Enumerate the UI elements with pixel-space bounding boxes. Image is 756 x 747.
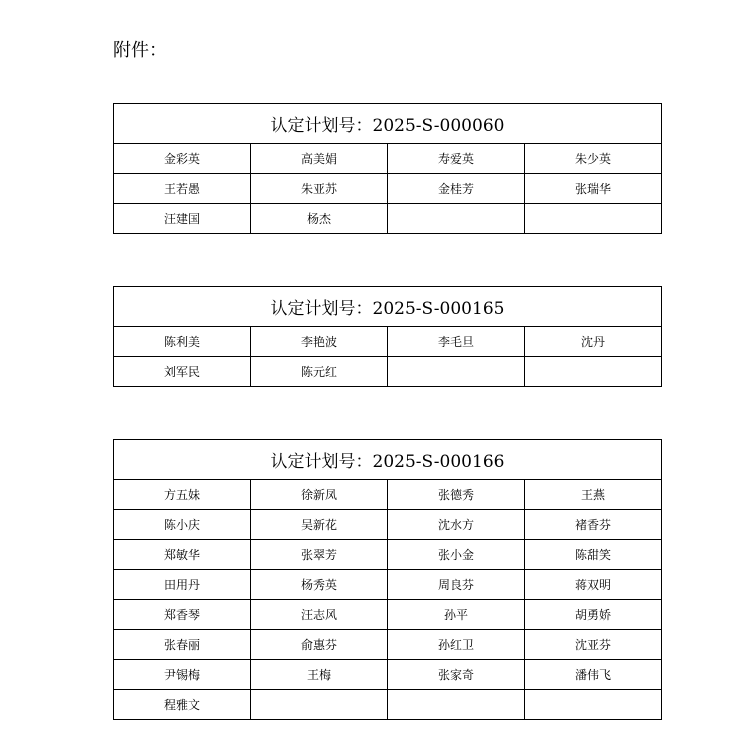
name-cell: 陈元红 (251, 357, 388, 387)
table-row (114, 600, 662, 630)
name-cell: 方五妹 (114, 480, 251, 510)
name-cell: 俞惠芬 (251, 630, 388, 660)
name-cell: 张小金 (388, 540, 525, 570)
name-cell: 孙平 (388, 600, 525, 630)
name-cell: 朱少英 (525, 144, 662, 174)
plan-title: 认定计划号：2025-S-000060 (114, 104, 662, 144)
name-cell: 沈亚芬 (525, 630, 662, 660)
name-cell: 朱亚苏 (251, 174, 388, 204)
name-cell: 刘军民 (114, 357, 251, 387)
name-cell: 蒋双明 (525, 570, 662, 600)
name-cell: 张翠芳 (251, 540, 388, 570)
table-row (114, 357, 662, 387)
name-cell: 汪志风 (251, 600, 388, 630)
table-row (114, 174, 662, 204)
table-row (114, 327, 662, 357)
name-cell (525, 357, 662, 387)
name-cell: 胡勇娇 (525, 600, 662, 630)
name-cell: 王若愚 (114, 174, 251, 204)
name-cell (525, 204, 662, 234)
name-cell: 汪建国 (114, 204, 251, 234)
name-cell (525, 690, 662, 720)
name-cell: 孙红卫 (388, 630, 525, 660)
plan-table-000166 (113, 439, 662, 720)
plan-table-000060 (113, 103, 662, 234)
name-cell (388, 690, 525, 720)
name-cell: 金彩英 (114, 144, 251, 174)
name-cell: 金桂芳 (388, 174, 525, 204)
name-cell: 李艳波 (251, 327, 388, 357)
plan-title: 认定计划号：2025-S-000165 (114, 287, 662, 327)
name-cell: 王燕 (525, 480, 662, 510)
name-cell: 张春丽 (114, 630, 251, 660)
name-cell: 徐新凤 (251, 480, 388, 510)
name-cell: 沈水方 (388, 510, 525, 540)
name-cell: 王梅 (251, 660, 388, 690)
table-row (114, 630, 662, 660)
table-row (114, 540, 662, 570)
name-cell: 郑敏华 (114, 540, 251, 570)
plan-title: 认定计划号：2025-S-000166 (114, 440, 662, 480)
name-cell: 郑香琴 (114, 600, 251, 630)
name-cell: 杨秀英 (251, 570, 388, 600)
name-cell (388, 357, 525, 387)
name-cell: 尹锡梅 (114, 660, 251, 690)
name-cell: 田用丹 (114, 570, 251, 600)
name-cell: 高美娟 (251, 144, 388, 174)
table-row (114, 510, 662, 540)
name-cell: 李毛旦 (388, 327, 525, 357)
name-cell: 陈利美 (114, 327, 251, 357)
attachment-heading: 附件： (113, 40, 167, 61)
name-cell (388, 204, 525, 234)
name-cell: 杨杰 (251, 204, 388, 234)
name-cell: 张瑞华 (525, 174, 662, 204)
table-row (114, 690, 662, 720)
table-row (114, 144, 662, 174)
table-row (114, 660, 662, 690)
name-cell: 寿爱英 (388, 144, 525, 174)
name-cell: 吴新花 (251, 510, 388, 540)
table-row (114, 570, 662, 600)
name-cell: 陈甜笑 (525, 540, 662, 570)
name-cell: 潘伟飞 (525, 660, 662, 690)
name-cell: 褚香芬 (525, 510, 662, 540)
table-row (114, 480, 662, 510)
name-cell: 程雅文 (114, 690, 251, 720)
name-cell (251, 690, 388, 720)
name-cell: 周良芬 (388, 570, 525, 600)
name-cell: 陈小庆 (114, 510, 251, 540)
name-cell: 张德秀 (388, 480, 525, 510)
table-row (114, 204, 662, 234)
name-cell: 张家奇 (388, 660, 525, 690)
plan-table-000165 (113, 286, 662, 387)
name-cell: 沈丹 (525, 327, 662, 357)
